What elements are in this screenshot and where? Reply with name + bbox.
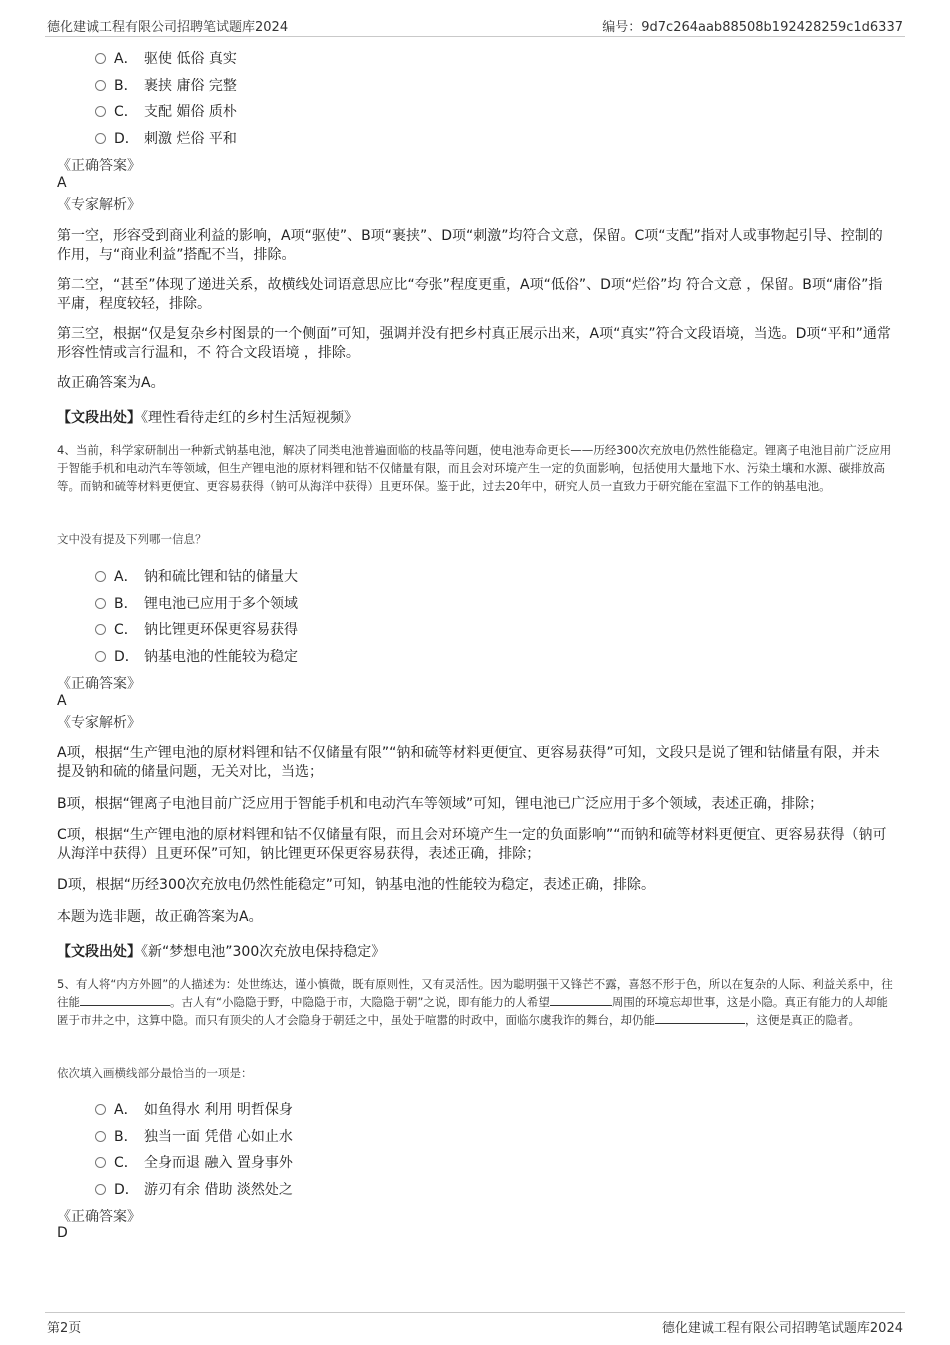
analysis-paragraph: 第一空，形容受到商业利益的影响，A项“驱使”、B项“裹挟”、D项“刺激”均符合文意，保留。C项“支配”指对人或事物起引导、控制的作用，与“商业利益”搭配不当，排除。 [57, 228, 883, 263]
analysis-paragraph: 第三空，根据“仅是复杂乡村图景的一个侧面”可知，强调并没有把乡村真正展示出来，A项“真实”符合文段语境，当选。D项“平和”通常形容性情或言行温和，不 符合文段语境 ，排除。 [57, 326, 891, 361]
question-stem: 文中没有提及下列哪一信息？ [57, 532, 207, 546]
header-title: 德化建诚工程有限公司招聘笔试题库2024 [47, 20, 289, 35]
q4-option-c[interactable]: C． 钠比锂更环保更容易获得 [95, 619, 298, 639]
q5-option-c[interactable]: C． 全身而退 融入 置身事外 [95, 1152, 293, 1172]
answer-value: A [57, 175, 67, 191]
q5-option-d[interactable]: D． 游刃有余 借助 淡然处之 [95, 1179, 293, 1199]
q4-option-d[interactable]: D． 钠基电池的性能较为稳定 [95, 646, 298, 666]
analysis-paragraph: A项，根据“生产锂电池的原材料锂和钴不仅储量有限”“钠和硫等材料更便宜、更容易获得”可知，文段只是说了锂和钴储量有限，并未提及钠和硫的储量问题，无关对比，当选； [57, 745, 880, 780]
page-header [45, 14, 905, 37]
answer-blank [550, 993, 612, 1006]
q3-option-a[interactable]: A． 驱使 低俗 真实 [95, 48, 237, 68]
answer-blank [655, 1011, 745, 1024]
radio-icon[interactable] [95, 651, 106, 662]
q3-option-d[interactable]: D． 刺激 烂俗 平和 [95, 128, 237, 148]
question-stem: 依次填入画横线部分最恰当的一项是： [57, 1066, 253, 1080]
q3-option-c[interactable]: C． 支配 媚俗 质朴 [95, 101, 237, 121]
q3-option-b[interactable]: B． 裹挟 庸俗 完整 [95, 75, 237, 95]
answer-label: 《正确答案》 [57, 158, 141, 174]
analysis-label: 《专家解析》 [57, 715, 141, 731]
page-footer [45, 1312, 905, 1337]
radio-icon[interactable] [95, 80, 106, 91]
q5-option-a[interactable]: A． 如鱼得水 利用 明哲保身 [95, 1099, 293, 1119]
answer-label: 《正确答案》 [57, 676, 141, 692]
radio-icon[interactable] [95, 598, 106, 609]
analysis-label: 《专家解析》 [57, 197, 141, 213]
page-number: 第2页 [47, 1321, 82, 1336]
q4-option-b[interactable]: B． 锂电池已应用于多个领域 [95, 593, 298, 613]
analysis-conclusion: 故正确答案为A。 [57, 375, 165, 391]
answer-blank [80, 993, 170, 1006]
radio-icon[interactable] [95, 1131, 106, 1142]
q5-option-b[interactable]: B． 独当一面 凭借 心如止水 [95, 1126, 293, 1146]
source-citation: 【文段出处】《新“梦想电池”300次充放电保持稳定》 [57, 944, 386, 960]
radio-icon[interactable] [95, 53, 106, 64]
analysis-paragraph: 第二空，“甚至”体现了递进关系，故横线处词语意思应比“夸张”程度更重，A项“低俗”、D项“烂俗”均 符合文意 ，保留。B项“庸俗”指平庸，程度较轻，排除。 [57, 277, 883, 312]
analysis-paragraph: B项，根据“锂离子电池目前广泛应用于智能手机和电动汽车等领域”可知，锂电池已广泛应用于多个领域，表述正确，排除； [57, 796, 824, 812]
q4-option-a[interactable]: A． 钠和硫比锂和钴的储量大 [95, 566, 298, 586]
radio-icon[interactable] [95, 1184, 106, 1195]
footer-title: 德化建诚工程有限公司招聘笔试题库2024 [661, 1321, 903, 1336]
radio-icon[interactable] [95, 624, 106, 635]
analysis-paragraph: D项，根据“历经300次充放电仍然性能稳定”可知，钠基电池的性能较为稳定，表述正确，排除。 [57, 877, 656, 893]
answer-label: 《正确答案》 [57, 1209, 141, 1225]
radio-icon[interactable] [95, 1157, 106, 1168]
radio-icon[interactable] [95, 133, 106, 144]
answer-value: A [57, 693, 67, 709]
analysis-conclusion: 本题为选非题，故正确答案为A。 [57, 909, 263, 925]
document-id: 编号：9d7c264aab88508b192428259c1d6337 [602, 20, 903, 35]
answer-value: D [57, 1225, 68, 1241]
radio-icon[interactable] [95, 106, 106, 117]
question-text: 5、有人将“内方外圆”的人描述为：处世练达，谨小慎微，既有原则性，又有灵活性。因为聪明强干又锋芒不露，喜怒不形于色，所以在复杂的人际、利益关系中，往往能 。古人有“小隐隐于野，中隐隐于市，大隐隐于朝”之说，即有能力的人希望 周围的环境忘却世事，这是小隐。真正有能力的人却能匿于市井之中，这算中隐。而只有顶尖的人才会隐身于朝廷之中，虽处于喧嚣的时政中，面临尔虞我诈的舞台，却仍能 ，这便是真正的隐者。 [57, 977, 893, 1027]
radio-icon[interactable] [95, 1104, 106, 1115]
question-text: 4、当前，科学家研制出一种新式钠基电池，解决了同类电池普遍面临的枝晶等问题，使电池寿命更长——历经300次充放电仍然性能稳定。锂离子电池目前广泛应用于智能手机和电动汽车等领域，但生产锂电池的原材料锂和钴不仅储量有限，而且会对环境产生一定的负面影响，包括使用大量地下水、污染土壤和水源、碳排放高等。而钠和硫等材料更便宜、更容易获得（钠可从海洋中获得）且更环保。鉴于此，过去20年中，研究人员一直致力于研究能在室温下工作的钠基电池。 [57, 443, 892, 493]
source-citation: 【文段出处】《理性看待走红的乡村生活短视频》 [57, 410, 358, 426]
radio-icon[interactable] [95, 571, 106, 582]
analysis-paragraph: C项，根据“生产锂电池的原材料锂和钴不仅储量有限，而且会对环境产生一定的负面影响”“而钠和硫等材料更便宜、更容易获得（钠可从海洋中获得）且更环保”可知，钠比锂更环保更容易获得，表述正确，排除； [57, 827, 887, 862]
